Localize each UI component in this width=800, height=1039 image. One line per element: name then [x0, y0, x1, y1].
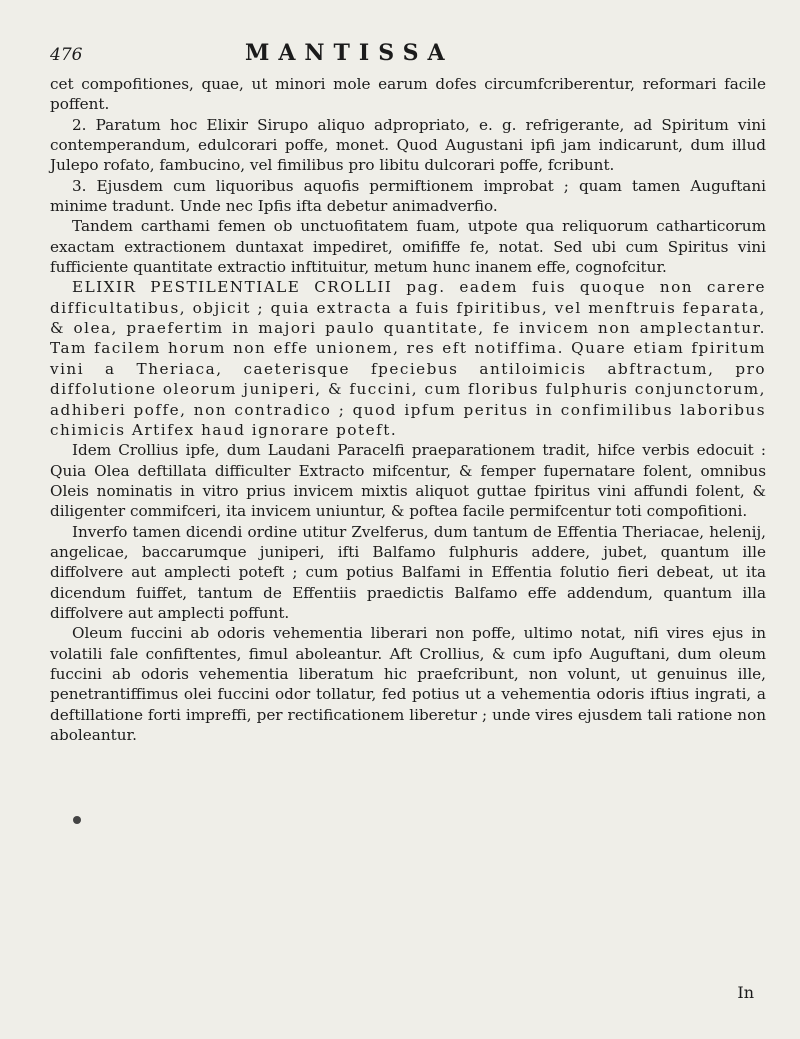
paragraph-elixir-pestilentiale: ELIXIR PESTILENTIALE CROLLII pag. eadem fuis quoque non carere difficultatibus, objicit ; quia extracta a fuis fpiritibus, vel menftruis feparata, & olea, praefertim in majori paulo quantitate, fe invicem non amplectantur. Tam facilem horum non effe unionem, res eft notiffima. Quare etiam fpiritum vini a Theriaca, caeterisque fpeciebus antiloimicis abftractum, pro diffolutione oleorum juniperi, & fuccini, cum floribus fulphuris conjunctorum, adhiberi poffe, non contradico ; quod ipfum peritus in confimilibus laboribus chimicis Artifex haud ignorare poteft.	[50, 278, 766, 439]
page-number: 476	[50, 45, 83, 65]
catchword: In	[737, 983, 754, 1002]
paragraph-oleum-succini: Oleum fuccini ab odoris vehementia liberari non poffe, ultimo notat, nifi vires ejus in volatili fale confiftentes, fimul aboleantur. Aft Crollius, & cum ipfo Auguftani, dum oleum fuccini ab odoris vehementia liberatum hic praefcribunt, non volunt, ut genuinus ille, penetrantiffimus olei fuccini odor tollatur, fed potius ut a vehementia odoris iftius ingrati, a deftillatione forti impreffi, per rectificationem liberetur ; unde vires ejusdem tali ratione non aboleantur.	[50, 624, 766, 744]
page-header	[50, 40, 766, 70]
running-title: MANTISSA	[245, 40, 454, 66]
paragraph-carthami: Tandem carthami femen ob unctuofitatem fuam, utpote qua reliquorum catharticorum exactam extractionem duntaxat impediret, omififfe fe, notat. Sed ubi cum Spiritus vini fufficiente quantitate extractio inftituitur, metum hunc inanem effe, cognofcitur.	[50, 217, 766, 277]
body-text	[50, 74, 766, 745]
paragraph-continuation: cet compofitiones, quae, ut minori mole earum dofes circumfcriberentur, reformari facile poffent.	[50, 75, 766, 114]
paragraph-crollius-laudanum: Idem Crollius ipfe, dum Laudani Paracelfi praeparationem tradit, hifce verbis edocuit : Quia Olea deftillata difficulter Extracto mifcentur, & femper fupernatare folent, omnibus Oleis nominatis in vitro prius invicem mixtis aliquot guttae fpiritus vini affundi folent, & diligenter commifceri, ita invicem uniuntur, & poftea facile permifcentur toti compofitioni.	[50, 441, 766, 521]
paragraph-zvelferus: Inverfo tamen dicendi ordine utitur Zvelferus, dum tantum de Effentia Theriacae, helenij, angelicae, baccarumque juniperi, ifti Balfamo fulphuris addere, jubet, quantum ille diffolvere aut amplecti poteft ; cum potius Balfami in Effentia folutio fieri debeat, ut ita dicendum fuiffet, tantum de Effentiis praedictis Balfamo effe addendum, quantum illa diffolvere aut amplecti poffunt.	[50, 522, 766, 622]
margin-ink-mark	[73, 816, 81, 824]
paragraph-point-2: 2. Paratum hoc Elixir Sirupo aliquo adpropriato, e. g. refrigerante, ad Spiritum vini contemperandum, edulcorari poffe, monet. Quod Augustani ipfi jam indicarunt, dum illud Julepo rofato, fambucino, vel fimilibus pro libitu dulcorari poffe, fcribunt.	[50, 115, 766, 175]
paragraph-point-3: 3. Ejusdem cum liquoribus aquofis permiftionem improbat ; quam tamen Auguftani minime tradunt. Unde nec Ipfis ifta debetur animadverfio.	[50, 176, 766, 216]
